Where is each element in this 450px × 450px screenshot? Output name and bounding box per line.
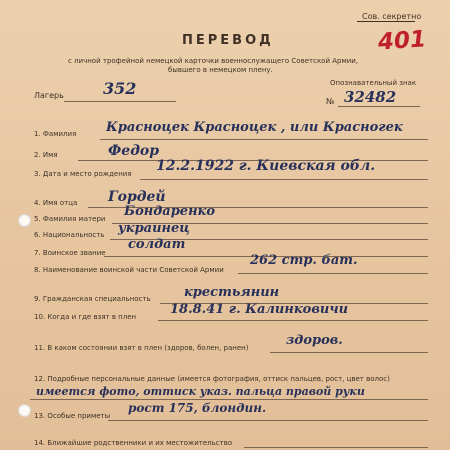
- field-underline: [100, 139, 428, 140]
- field-underline: [140, 179, 428, 180]
- field-value-speciality: крестьянин: [184, 285, 280, 300]
- field-label-birth: 3. Дата и место рождения: [34, 170, 132, 178]
- field-value-mother: Бондаренко: [124, 204, 216, 219]
- id-mark-value: 32482: [344, 88, 397, 106]
- field-value-captured: 18.8.41 г. Калинковичи: [170, 302, 349, 317]
- field-label-captured: 10. Когда и где взят в плен: [34, 313, 137, 321]
- document-number-stamp: 401: [377, 26, 427, 56]
- field-value-unit: 262 стр. бат.: [250, 253, 358, 268]
- field-label-surname: 1. Фамилия: [34, 130, 77, 138]
- field-underline: [108, 420, 428, 421]
- field-value-nationality: украинец: [118, 221, 190, 236]
- id-mark-prefix: №: [326, 97, 335, 106]
- field-label-unit: 8. Наименование воинской части Советской Армии: [34, 266, 224, 274]
- document-subtitle-line-1: с личной трофейной немецкой карточки военнослужащего Советской Армии,: [68, 57, 359, 65]
- field-label-mother: 5. Фамилия матери: [34, 215, 106, 223]
- camp-underline: [64, 101, 176, 102]
- field-value-surname: Красноцек Красноцек , или Красногек: [106, 120, 403, 135]
- field-value-rank: солдат: [128, 237, 186, 252]
- camp-value: 352: [103, 79, 137, 98]
- field-underline: [238, 273, 428, 274]
- field-label-nationality: 6. Национальность: [34, 231, 105, 239]
- field-label-features: 13. Особые приметы: [34, 412, 111, 420]
- document-subtitle-line-2: бывшего в немецком плену.: [168, 66, 273, 74]
- id-mark-label: Опознавательный знак: [330, 79, 417, 87]
- id-mark-underline: [338, 106, 420, 107]
- secret-underline: [357, 21, 415, 22]
- field-label-father: 4. Имя отца: [34, 199, 78, 207]
- punch-hole: [18, 404, 31, 417]
- field-label-speciality: 9. Гражданская специальность: [34, 295, 151, 303]
- field-value-father: Гордей: [108, 189, 166, 205]
- field-underline: [270, 352, 428, 353]
- field-value-features: рост 175, блондин.: [128, 401, 267, 415]
- camp-label: Лагерь: [34, 91, 64, 100]
- field-label-condition: 11. В каком состоянии взят в плен (здоров, болен, ранен): [34, 344, 249, 352]
- field-value-personal-data: имеется фото, оттиск указ. пальца правой руки: [36, 385, 365, 398]
- field-underline: [158, 320, 428, 321]
- field-label-relatives: 14. Ближайшие родственники и их местожительство: [34, 439, 233, 447]
- secret-classification: Сов. секретно: [362, 12, 422, 21]
- field-label-name: 2. Имя: [34, 151, 58, 159]
- field-value-condition: здоров.: [286, 333, 343, 348]
- field-label-personal-data: 12. Подробные персональные данные (имеется фотография, оттиск пальцев, рост, цвет волос): [34, 375, 390, 383]
- field-label-rank: 7. Воинское звание: [34, 249, 106, 257]
- punch-hole: [18, 214, 31, 227]
- field-value-name: Федор: [108, 143, 160, 159]
- field-underline: [30, 399, 428, 400]
- document-title: ПЕРЕВОД: [182, 33, 274, 48]
- field-value-birth: 12.2.1922 г. Киевская обл.: [156, 158, 376, 174]
- field-underline: [244, 447, 428, 448]
